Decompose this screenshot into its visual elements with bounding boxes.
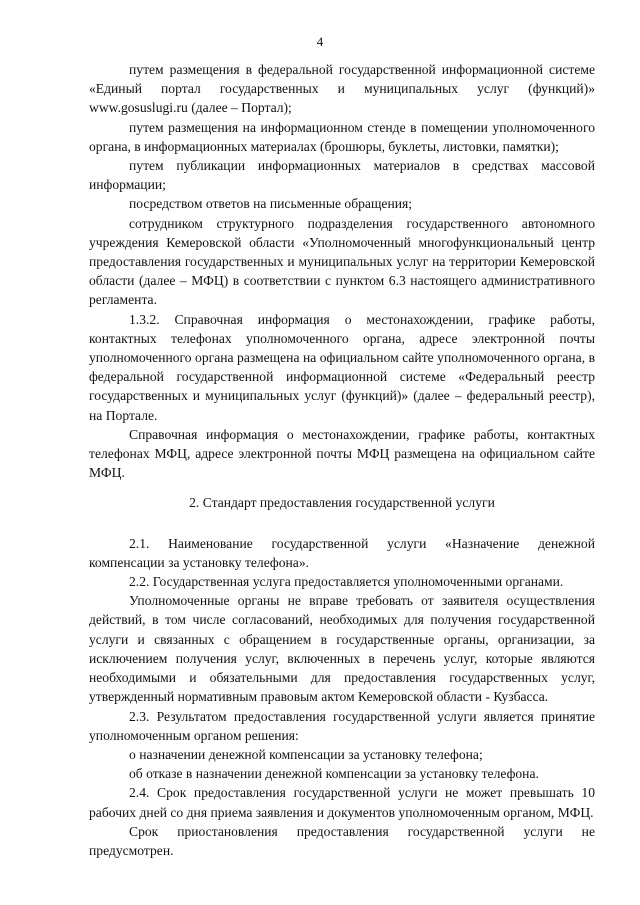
paragraph-written-requests: посредством ответов на письменные обращения; — [129, 196, 413, 212]
section-heading: 2. Стандарт предоставления государственной услуги — [189, 495, 495, 511]
paragraph-info-stand: путем размещения на информационном стенде в помещении уполномоченного органа, в информационных материалах (брошюры, буклеты, листовки, памятки); — [89, 119, 595, 154]
paragraph-mfc-staff: сотрудником структурного подразделения государственного автономного учреждения Кемеровской области «Уполномоченный многофункциональный центр предоставления государственных и муниципальных услуг на территории Кемеровской области (далее – МФЦ) в соответствии с пунктом 6.3 настоящего административного регламента. — [89, 215, 595, 308]
paragraph-decision-grant: о назначении денежной компенсации за установку телефона; — [129, 746, 483, 762]
paragraph-mfc-reference: Справочная информация о местонахождении, графике работы, контактных телефонах МФЦ, адресе электронной почты МФЦ размещена на официальном сайте МФЦ. — [89, 426, 595, 481]
paragraph-portal: путем размещения в федеральной государственной информационной системе «Единый портал государственных и муниципальных услуг (функций)» www.gosuslugi.ru (далее – Портал); — [89, 62, 595, 116]
paragraph-suspension: Срок приостановления предоставления государственной услуги не предусмотрен. — [89, 823, 595, 858]
page-number: 4 — [316, 34, 324, 49]
paragraph-mass-media: путем публикации информационных материалов в средствах массовой информации; — [89, 158, 595, 193]
paragraph-1-3-2: 1.3.2. Справочная информация о местонахождении, графике работы, контактных телефонах уполномоченного органа, адресе электронной почты уполномоченного органа размещена на официальном сайте уполномоченного органа, в федеральной государственной информационной системе «Федеральный реестр государственных и муниципальных услуг (функций)» (далее – федеральный реестр), на Портале. — [89, 311, 595, 423]
paragraph-2-2: 2.2. Государственная услуга предоставляется уполномоченными органами. — [129, 574, 564, 590]
paragraph-2-4: 2.4. Срок предоставления государственной услуги не может превышать 10 рабочих дней со дня приема заявления и документов уполномоченным органом, МФЦ. — [89, 785, 595, 820]
paragraph-decision-refuse: об отказе в назначении денежной компенсации за установку телефона. — [129, 766, 539, 782]
paragraph-authorities-restrictions: Уполномоченные органы не вправе требовать от заявителя осуществления действий, в том числе согласований, необходимых для получения государственной услуги и связанных с обращением в государственные органы, организации, за исключением получения услуг, включенных в перечень услуг, которые являются необходимыми и обязательными для предоставления государственных услуг, утвержденный нормативным правовым актом Кемеровской области - Кузбасса. — [89, 593, 595, 705]
paragraph-2-3: 2.3. Результатом предоставления государственной услуги является принятие уполномоченным органом решения: — [89, 708, 595, 743]
paragraph-2-1: 2.1. Наименование государственной услуги «Назначение денежной компенсации за установку телефона». — [89, 535, 595, 570]
document-body — [89, 60, 595, 860]
